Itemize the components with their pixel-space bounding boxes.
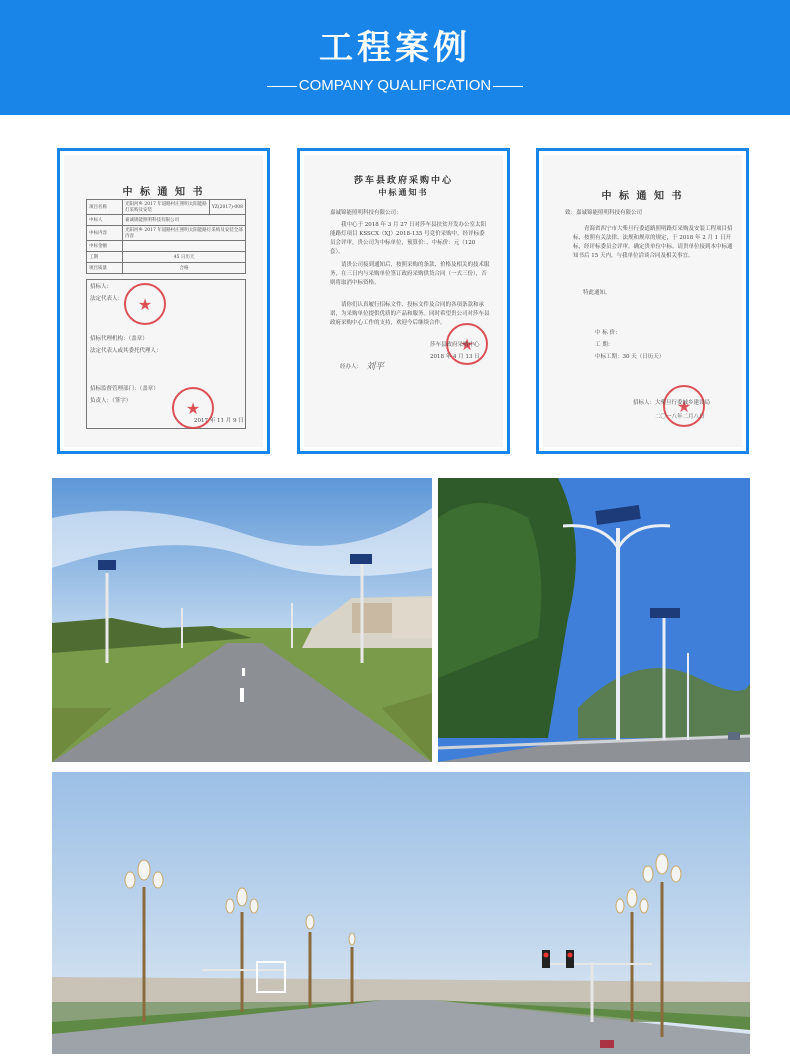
- project-photo-rural-road[interactable]: [52, 478, 432, 762]
- rural-road-scene: [52, 478, 432, 762]
- certificate-org-title: 莎车县政府采购中心: [353, 176, 453, 186]
- certificate-paper-3: [543, 155, 742, 447]
- page-subtitle: [0, 77, 790, 94]
- sign-line-5: 招标监督管理部门：（盖章）: [90, 386, 159, 392]
- row-value: 嘉诚锦能照明科技有限公司: [123, 215, 246, 226]
- certificate-body: 青海省西宁市大柴旦行委道路照明路灯采购及安装工程项目招标，按照有关法律、法规和规章的规定，于 2018 年 2 月 1 日开标，经评标委员会评审，确定贵单位中标。请贵单位接到本中标通知书后 15 天内，与我单位洽谈合同及相关事宜。: [573, 226, 733, 259]
- certificate-date: 二〇一八年二月八日: [655, 414, 705, 420]
- header-banner: [0, 0, 790, 115]
- certificate-paper-2: [304, 155, 503, 447]
- row-value: 光阳河乡 2017 年道路村庄照明太阳能路灯采购及安装: [123, 200, 210, 215]
- sign-line-6: 负责人：（签字）: [90, 398, 132, 404]
- certificate-closing: 特此通知。: [583, 290, 611, 296]
- row-label: 项目名称: [87, 200, 123, 215]
- row-label: 中标内容: [87, 226, 123, 241]
- highway-scene: [438, 478, 750, 762]
- row-label: 项目质量: [87, 263, 123, 274]
- sign-line-1: 招标人：: [90, 284, 113, 290]
- sign-line-4: 法定代表人或其委托代理人：: [90, 348, 162, 354]
- sign-line-3: 招标代理机构：（盖章）: [90, 336, 148, 342]
- certificate-item-price: 中 标 价：: [595, 330, 621, 336]
- certificate-card-3[interactable]: [536, 148, 749, 454]
- certificate-body-2: 请贵公司接到通知后，按照采购的条款、价格及相关的技术服务，在三日内与采购单位签订政府采购供货合同（一式三份），否则将取消中标资格。: [330, 262, 490, 286]
- certificate-table: [86, 199, 246, 274]
- row-label: 工期: [87, 252, 123, 263]
- official-seal-icon: [124, 283, 166, 325]
- subtitle-right-line: [493, 86, 523, 87]
- certificate-handler: 经办人：: [340, 364, 363, 370]
- certificate-addressee: 嘉诚锦能照明科技有限公司：: [330, 210, 402, 216]
- subtitle-text: COMPANY QUALIFICATION: [298, 77, 492, 94]
- certificate-subtitle: 中标通知书: [378, 187, 429, 197]
- row-value: [123, 241, 246, 252]
- certificate-addressee: 致：嘉诚锦能照明科技有限公司: [565, 210, 643, 216]
- certificate-card-1[interactable]: [57, 148, 270, 454]
- row-label: 中标金额: [87, 241, 123, 252]
- certificate-date: 2017 年 11 月 9 日: [194, 418, 244, 424]
- boulevard-scene: [52, 772, 750, 1054]
- project-photo-highway[interactable]: [438, 478, 750, 762]
- certificate-item-duration: 中标工期：30 天（日历天）: [595, 354, 665, 360]
- certificate-paper-1: [64, 155, 263, 447]
- row-value: 光阳河乡 2017 年道路村庄照明太阳能路灯采购及安装全部内容: [123, 226, 246, 241]
- row-label: 中标人: [87, 215, 123, 226]
- subtitle-left-line: [267, 86, 297, 87]
- certificate-org: 招标人：大柴旦行委城乡建设局: [633, 400, 711, 406]
- certificate-item-period: 工 期：: [595, 342, 614, 348]
- certificate-card-2[interactable]: [297, 148, 510, 454]
- handler-signature: 刘平: [366, 362, 385, 372]
- page-title: 工程案例: [319, 28, 471, 68]
- certificate-title: 中 标 通 知 书: [601, 191, 684, 202]
- sign-line-2: 法定代表人：: [90, 296, 124, 302]
- certificate-date: 2018 年 4 月 13 日: [430, 354, 480, 360]
- certificate-title: 中 标 通 知 书: [122, 187, 205, 198]
- certificate-body-3: 请你们认真履行招标文件、投标文件及合同的各项条款和承诺，为采购单位提供优质的产品和服务。同时希望贵公司对莎车县政府采购中心工作的支持，欢迎今后继续合作。: [330, 302, 490, 326]
- row-code: YZ(2017)-008: [209, 200, 245, 215]
- row-value: 45 日历天: [123, 252, 246, 263]
- row-value: 合格: [123, 263, 246, 274]
- project-photo-magnolia-lamps[interactable]: [52, 772, 750, 1054]
- certificate-org: 莎车县政府采购中心: [430, 342, 480, 348]
- certificate-body: 我中心于 2018 年 3 月 27 日对莎车县扶贫开发办公室太阳能路灯项目 KSSCX（XJ）2018-135 号竞价采购中，经评标委员会评审，贵公司为中标单位，预算价：、中标价：元（120 套）。: [330, 222, 486, 255]
